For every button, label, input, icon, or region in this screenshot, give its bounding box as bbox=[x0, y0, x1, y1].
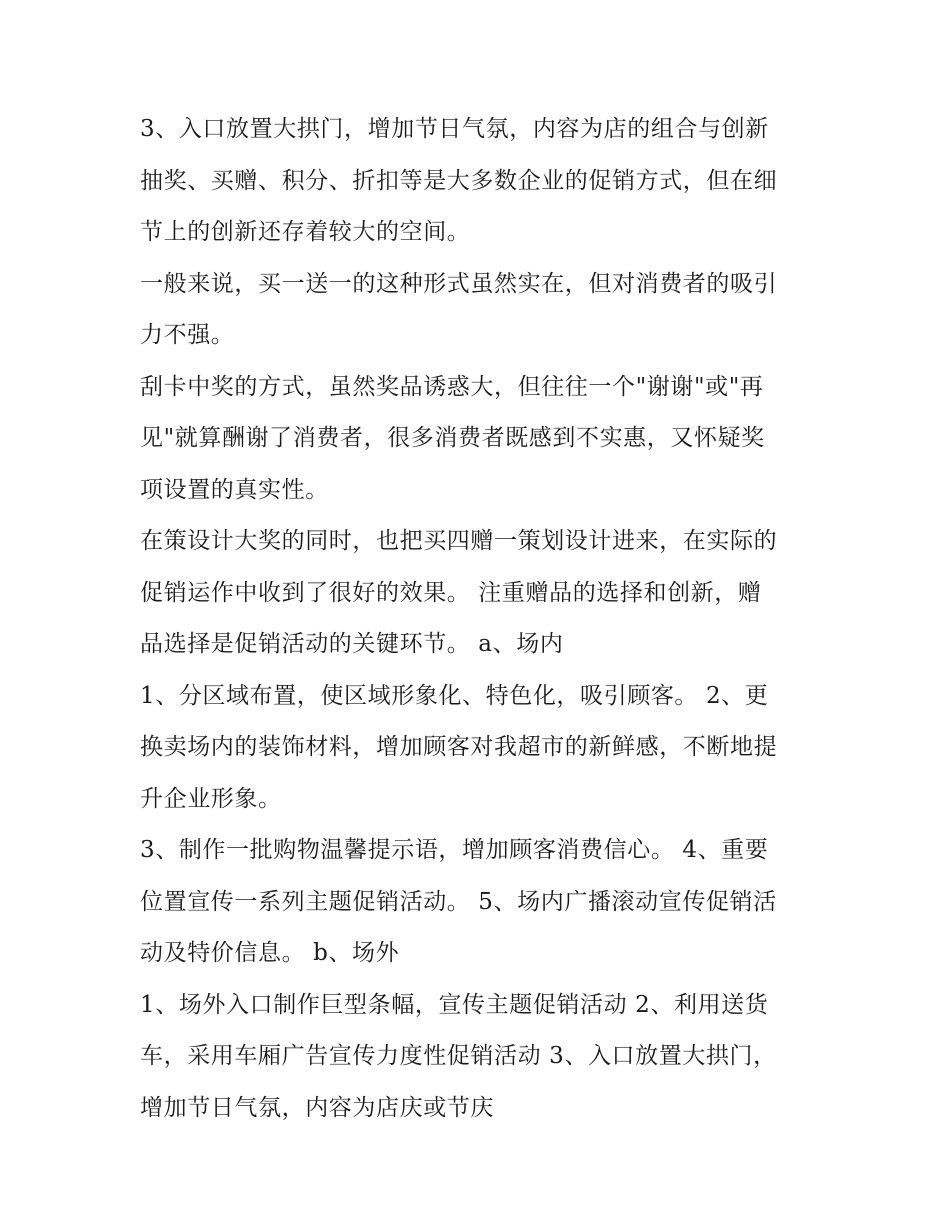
paragraph-grand-prize: 在策设计大奖的同时，也把买四赠一策划设计进来，在实际的 促销运作中收到了很好的效果。 注重赠品的选择和创新，赠 品选择是促销活动的关键环节。 a、场内 bbox=[140, 528, 778, 657]
paragraph-entrance-arch: 3、入口放置大拱门，增加节日气氛，内容为店的组合与创新 抽奖、买赠、积分、折扣等是大多数企业的促销方式，但在细 节上的创新还存着较大的空间。 bbox=[140, 116, 778, 245]
paragraph-zone-layout: 1、分区域布置，使区域形象化、特色化，吸引顾客。 2、更 换卖场内的装饰材料，增加顾客对我超市的新鲜感，不断地提 升企业形象。 bbox=[140, 682, 778, 812]
paragraph-shopping-tips: 3、制作一批购物温馨提示语，增加顾客消费信心。 4、重要 位置宣传一系列主题促销活动。 5、场内广播滚动宣传促销活 动及特价信息。 b、场外 bbox=[140, 837, 777, 966]
document-body bbox=[140, 104, 820, 1134]
paragraph-buy-one-get-one: 一般来说，买一送一的这种形式虽然实在，但对消费者的吸引 力不强。 bbox=[140, 270, 778, 348]
paragraph-scratch-card: 刮卡中奖的方式，虽然奖品诱惑大，但往往一个"谢谢"或"再 见"就算酬谢了消费者，很多消费者既感到不实惠，又怀疑奖 项设置的真实性。 bbox=[140, 373, 765, 503]
paragraph-outdoor-banner: 1、场外入口制作巨型条幅，宣传主题促销活动 2、利用送货 车，采用车厢广告宣传力度性促销活动 3、入口放置大拱门， 增加节日气氛，内容为店庆或节庆 bbox=[140, 991, 777, 1121]
